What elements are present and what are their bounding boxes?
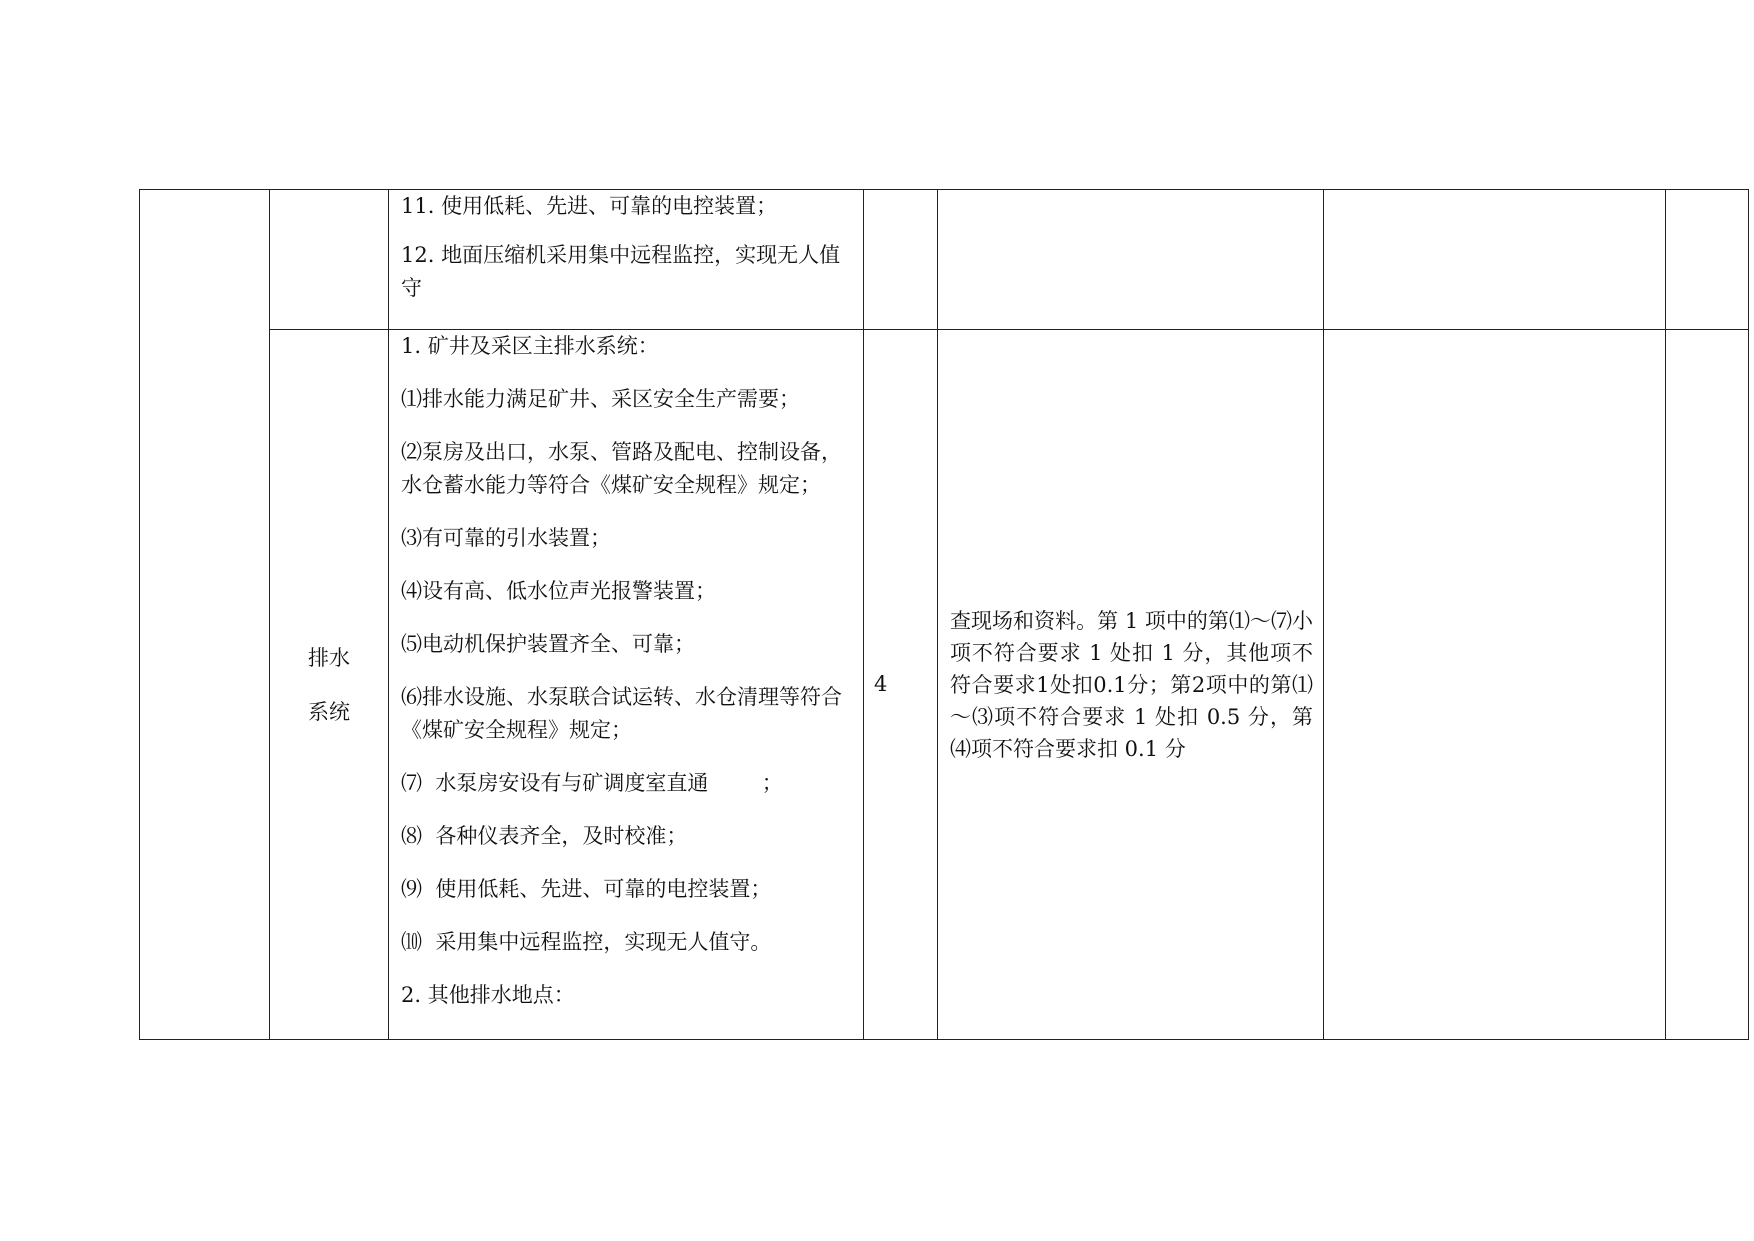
requirement-item: 11. 使用低耗、先进、可靠的电控装置； bbox=[401, 194, 778, 218]
requirement-item: ⑹排水设施、水泵联合试运转、水仓清理等符合《煤矿安全规程》规定； bbox=[401, 685, 842, 742]
requirement-item: ⑻ 各种仪表齐全，及时校准； bbox=[401, 824, 688, 848]
requirement-item: ⑽ 采用集中远程监控，实现无人值守。 bbox=[401, 930, 772, 954]
requirement-item: ⑴排水能力满足矿井、采区安全生产需要； bbox=[401, 387, 800, 411]
method-cell-drainage bbox=[938, 330, 1324, 1040]
requirement-item: ⑶有可靠的引水装置； bbox=[401, 526, 611, 550]
requirement-item: ⑷设有高、低水位声光报警装置； bbox=[401, 579, 716, 603]
requirements-cell-drainage bbox=[389, 330, 864, 1040]
inspection-standard-table bbox=[139, 189, 1749, 1040]
project-cell bbox=[140, 190, 270, 1040]
requirements-cell-top bbox=[389, 190, 864, 330]
scoring-method-text: 查现场和资料。第 1 项中的第⑴～⑺小项不符合要求 1 处扣 1 分，其他项不符合要求1处扣0.1分；第2项中的第⑴～⑶项不符合要求 1 处扣 0.5 分，第⑷项不符合要求扣 0.1 分 bbox=[950, 608, 1313, 761]
requirement-item: ⑵泵房及出口，水泵、管路及配电、控制设备，水仓蓄水能力等符合《煤矿安全规程》规定； bbox=[401, 440, 842, 497]
remark-cell-top bbox=[1666, 190, 1749, 330]
category-cell-top bbox=[270, 190, 389, 330]
table-row-top bbox=[140, 190, 1749, 330]
result-cell-top bbox=[1324, 190, 1666, 330]
requirement-item: 2. 其他排水地点： bbox=[401, 983, 575, 1007]
score-cell-drainage bbox=[864, 330, 938, 1040]
requirement-item: 1. 矿井及采区主排水系统： bbox=[401, 334, 659, 358]
requirement-item: ⑸电动机保护装置齐全、可靠； bbox=[401, 632, 695, 656]
score-cell-top bbox=[864, 190, 938, 330]
requirement-item: 12. 地面压缩机采用集中远程监控，实现无人值守 bbox=[401, 243, 841, 300]
table-row-drainage bbox=[140, 330, 1749, 1040]
method-cell-top bbox=[938, 190, 1324, 330]
category-cell-drainage bbox=[270, 330, 389, 1040]
category-label-line: 系统 bbox=[308, 699, 350, 724]
requirement-item: ⑺ 水泵房安设有与矿调度室直通 ； bbox=[401, 771, 783, 795]
requirement-item: ⑼ 使用低耗、先进、可靠的电控装置； bbox=[401, 877, 772, 901]
remark-cell-drainage bbox=[1666, 330, 1749, 1040]
result-cell-drainage bbox=[1324, 330, 1666, 1040]
score-value: 4 bbox=[874, 672, 888, 696]
category-label-line: 排水 bbox=[308, 645, 350, 670]
